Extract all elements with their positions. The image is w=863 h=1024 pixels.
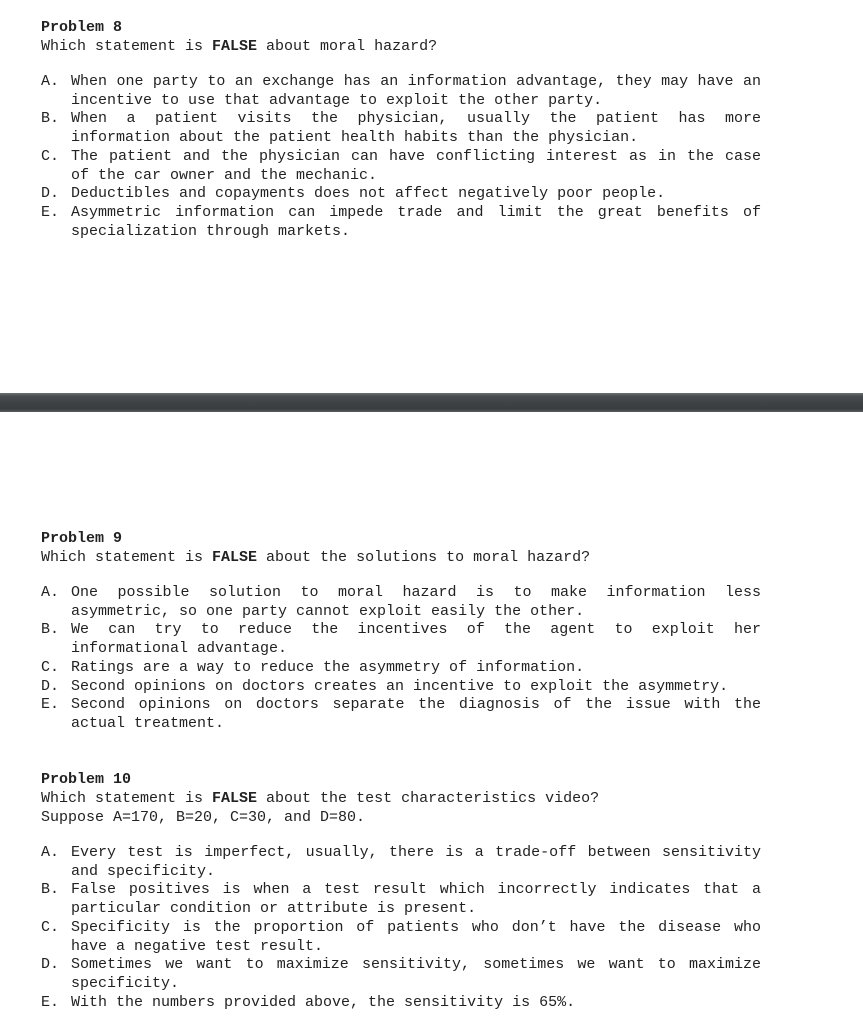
problem-title: Problem 9 bbox=[41, 530, 123, 547]
option-text: When a patient visits the physician, usually the patient has more information about the patient health habits than the physician. bbox=[71, 110, 761, 147]
problem-10 bbox=[41, 770, 761, 1012]
question-given-values: Suppose A=170, B=20, C=30, and D=80. bbox=[41, 809, 366, 826]
question-emphasis: FALSE bbox=[212, 790, 258, 807]
answer-options bbox=[41, 73, 761, 241]
option-a bbox=[41, 844, 761, 881]
option-text: Second opinions on doctors creates an incentive to exploit the asymmetry. bbox=[71, 677, 729, 695]
option-c bbox=[41, 919, 761, 956]
problem-title: Problem 8 bbox=[41, 19, 123, 36]
option-e bbox=[41, 994, 761, 1013]
option-text: Specificity is the proportion of patients who don’t have the disease who have a negative test result. bbox=[71, 918, 761, 955]
question-post: about the test characteristics video? bbox=[257, 790, 600, 807]
option-letter: E. bbox=[41, 993, 60, 1011]
option-e bbox=[41, 204, 761, 241]
option-a bbox=[41, 73, 761, 110]
option-letter: C. bbox=[41, 918, 60, 936]
option-text: Sometimes we want to maximize sensitivity, sometimes we want to maximize specificity. bbox=[71, 956, 761, 992]
question-pre: Which statement is bbox=[41, 790, 213, 807]
option-c bbox=[41, 659, 761, 678]
question-pre: Which statement is bbox=[41, 38, 213, 55]
option-text: Asymmetric information can impede trade and limit the great benefits of specialization through markets. bbox=[71, 203, 761, 240]
option-a bbox=[41, 584, 761, 621]
option-b bbox=[41, 621, 761, 658]
problem-title: Problem 10 bbox=[41, 771, 132, 788]
option-letter: E. bbox=[41, 696, 60, 714]
question-text bbox=[41, 789, 761, 808]
option-letter: A. bbox=[41, 73, 60, 90]
question-emphasis: FALSE bbox=[212, 549, 258, 566]
option-letter: B. bbox=[41, 881, 60, 899]
question-text bbox=[41, 548, 761, 567]
option-d bbox=[41, 956, 761, 993]
option-letter: D. bbox=[41, 677, 60, 695]
option-text: We can try to reduce the incentives of the agent to exploit her informational advantage. bbox=[71, 621, 761, 658]
option-text: One possible solution to moral hazard is to make information less asymmetric, so one party cannot exploit easily the other. bbox=[71, 584, 761, 620]
option-d bbox=[41, 678, 761, 697]
page-divider bbox=[0, 393, 863, 412]
option-letter: C. bbox=[41, 658, 60, 676]
question-pre: Which statement is bbox=[41, 549, 213, 566]
option-letter: E. bbox=[41, 203, 60, 221]
option-d bbox=[41, 185, 761, 204]
option-e bbox=[41, 696, 761, 733]
problem-8 bbox=[41, 18, 761, 241]
option-letter: B. bbox=[41, 621, 60, 639]
question-post: about moral hazard? bbox=[257, 38, 438, 55]
option-text: Deductibles and copayments does not affect negatively poor people. bbox=[71, 185, 666, 203]
problem-9 bbox=[41, 529, 761, 734]
option-letter: C. bbox=[41, 147, 60, 165]
option-b bbox=[41, 881, 761, 918]
question-text bbox=[41, 37, 761, 56]
option-text: When one party to an exchange has an information advantage, they may have an incentive to use that advantage to exploit the other party. bbox=[71, 73, 761, 109]
option-letter: A. bbox=[41, 844, 60, 861]
option-c bbox=[41, 148, 761, 185]
option-letter: D. bbox=[41, 185, 60, 203]
option-text: Ratings are a way to reduce the asymmetry of information. bbox=[71, 658, 585, 676]
answer-options bbox=[41, 584, 761, 734]
question-emphasis: FALSE bbox=[212, 38, 258, 55]
option-text: Every test is imperfect, usually, there is a trade-off between sensitivity and specificity. bbox=[71, 844, 761, 880]
option-letter: D. bbox=[41, 956, 60, 974]
option-text: The patient and the physician can have conflicting interest as in the case of the car owner and the mechanic. bbox=[71, 147, 761, 184]
answer-options bbox=[41, 844, 761, 1012]
option-b bbox=[41, 110, 761, 147]
question-post: about the solutions to moral hazard? bbox=[257, 549, 591, 566]
option-text: Second opinions on doctors separate the diagnosis of the issue with the actual treatment. bbox=[71, 696, 761, 732]
option-letter: A. bbox=[41, 584, 60, 601]
option-text: With the numbers provided above, the sensitivity is 65%. bbox=[71, 993, 576, 1011]
option-text: False positives is when a test result which incorrectly indicates that a particular condition or attribute is present. bbox=[71, 881, 761, 918]
option-letter: B. bbox=[41, 110, 60, 128]
